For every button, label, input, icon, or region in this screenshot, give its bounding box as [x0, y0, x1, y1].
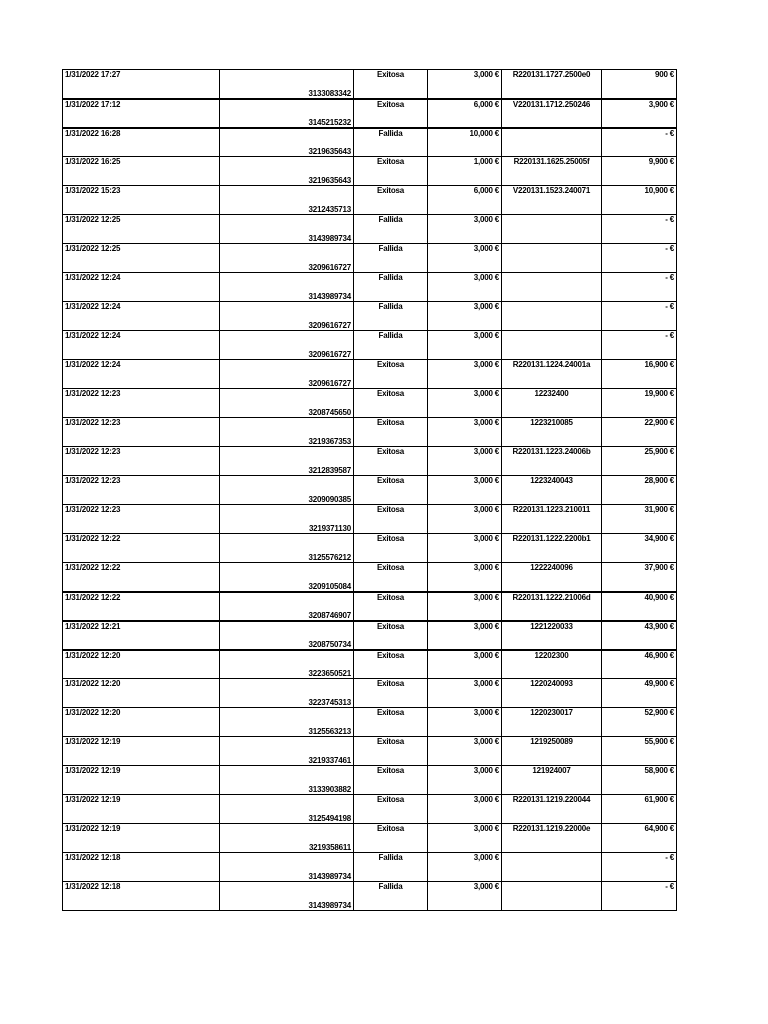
- reference-cell: 121924007: [502, 766, 602, 795]
- table-row: [63, 476, 677, 505]
- reference-cell: 1222240096: [502, 563, 602, 592]
- status-cell: Exitosa: [354, 737, 428, 766]
- amount-cell: 3,000 €: [428, 534, 502, 563]
- status-cell: Fallida: [354, 128, 428, 157]
- status-cell: Exitosa: [354, 534, 428, 563]
- date-cell: 1/31/2022 12:22: [63, 592, 220, 621]
- reference-cell: 1220230017: [502, 708, 602, 737]
- table-row: [63, 824, 677, 853]
- reference-cell: V220131.1712.250246: [502, 99, 602, 128]
- amount-cell: 3,000 €: [428, 853, 502, 882]
- phone-cell: 3219337461: [220, 737, 354, 766]
- balance-cell: - €: [602, 853, 677, 882]
- reference-cell: R220131.1224.24001a: [502, 360, 602, 389]
- table-row: [63, 70, 677, 99]
- table-row: [63, 766, 677, 795]
- reference-cell: [502, 244, 602, 273]
- phone-cell: 3209616727: [220, 360, 354, 389]
- transactions-table: [62, 69, 677, 911]
- table-row: [63, 447, 677, 476]
- table-row: [63, 331, 677, 360]
- phone-cell: 3219371130: [220, 505, 354, 534]
- phone-cell: 3143989734: [220, 215, 354, 244]
- phone-cell: 3219635643: [220, 128, 354, 157]
- date-cell: 1/31/2022 12:23: [63, 505, 220, 534]
- table-row: [63, 795, 677, 824]
- status-cell: Exitosa: [354, 186, 428, 215]
- status-cell: Exitosa: [354, 157, 428, 186]
- amount-cell: 3,000 €: [428, 882, 502, 911]
- date-cell: 1/31/2022 16:28: [63, 128, 220, 157]
- phone-cell: 3209616727: [220, 244, 354, 273]
- date-cell: 1/31/2022 12:19: [63, 824, 220, 853]
- balance-cell: 55,900 €: [602, 737, 677, 766]
- table-row: [63, 534, 677, 563]
- status-cell: Exitosa: [354, 99, 428, 128]
- amount-cell: 6,000 €: [428, 186, 502, 215]
- date-cell: 1/31/2022 15:23: [63, 186, 220, 215]
- status-cell: Exitosa: [354, 360, 428, 389]
- balance-cell: 64,900 €: [602, 824, 677, 853]
- balance-cell: 61,900 €: [602, 795, 677, 824]
- date-cell: 1/31/2022 12:24: [63, 302, 220, 331]
- table-row: [63, 244, 677, 273]
- amount-cell: 3,000 €: [428, 389, 502, 418]
- date-cell: 1/31/2022 12:23: [63, 418, 220, 447]
- table-row: [63, 592, 677, 621]
- phone-cell: 3133083342: [220, 70, 354, 99]
- status-cell: Exitosa: [354, 824, 428, 853]
- phone-cell: 3209090385: [220, 476, 354, 505]
- reference-cell: R220131.1222.2200b1: [502, 534, 602, 563]
- table-row: [63, 650, 677, 679]
- table-row: [63, 418, 677, 447]
- phone-cell: 3208746907: [220, 592, 354, 621]
- table-row: [63, 99, 677, 128]
- reference-cell: [502, 128, 602, 157]
- status-cell: Exitosa: [354, 621, 428, 650]
- date-cell: 1/31/2022 12:21: [63, 621, 220, 650]
- date-cell: 1/31/2022 12:22: [63, 534, 220, 563]
- table-row: [63, 389, 677, 418]
- table-row: [63, 186, 677, 215]
- status-cell: Exitosa: [354, 70, 428, 99]
- reference-cell: 1223210085: [502, 418, 602, 447]
- status-cell: Exitosa: [354, 766, 428, 795]
- date-cell: 1/31/2022 12:25: [63, 244, 220, 273]
- table-row: [63, 302, 677, 331]
- phone-cell: 3212839587: [220, 447, 354, 476]
- amount-cell: 3,000 €: [428, 360, 502, 389]
- reference-cell: V220131.1523.240071: [502, 186, 602, 215]
- amount-cell: 3,000 €: [428, 215, 502, 244]
- reference-cell: R220131.1727.2500e0: [502, 70, 602, 99]
- amount-cell: 3,000 €: [428, 418, 502, 447]
- date-cell: 1/31/2022 17:27: [63, 70, 220, 99]
- table-row: [63, 853, 677, 882]
- reference-cell: R220131.1223.210011: [502, 505, 602, 534]
- phone-cell: 3219367353: [220, 418, 354, 447]
- date-cell: 1/31/2022 12:24: [63, 360, 220, 389]
- amount-cell: 6,000 €: [428, 99, 502, 128]
- amount-cell: 3,000 €: [428, 505, 502, 534]
- status-cell: Exitosa: [354, 447, 428, 476]
- status-cell: Fallida: [354, 331, 428, 360]
- amount-cell: 3,000 €: [428, 70, 502, 99]
- status-cell: Fallida: [354, 273, 428, 302]
- balance-cell: 37,900 €: [602, 563, 677, 592]
- amount-cell: 3,000 €: [428, 766, 502, 795]
- reference-cell: R220131.1223.24006b: [502, 447, 602, 476]
- balance-cell: 16,900 €: [602, 360, 677, 389]
- table-row: [63, 621, 677, 650]
- table-row: [63, 360, 677, 389]
- phone-cell: 3223745313: [220, 679, 354, 708]
- transactions-sheet: [62, 69, 676, 940]
- table-row: [63, 563, 677, 592]
- phone-cell: 3212435713: [220, 186, 354, 215]
- amount-cell: 10,000 €: [428, 128, 502, 157]
- balance-cell: - €: [602, 215, 677, 244]
- date-cell: 1/31/2022 12:18: [63, 853, 220, 882]
- amount-cell: 3,000 €: [428, 447, 502, 476]
- reference-cell: [502, 331, 602, 360]
- reference-cell: 1220240093: [502, 679, 602, 708]
- phone-cell: 3219358611: [220, 824, 354, 853]
- table-row: [63, 128, 677, 157]
- phone-cell: 3143989734: [220, 882, 354, 911]
- balance-cell: 52,900 €: [602, 708, 677, 737]
- balance-cell: 9,900 €: [602, 157, 677, 186]
- reference-cell: [502, 853, 602, 882]
- phone-cell: 3125563213: [220, 708, 354, 737]
- balance-cell: 43,900 €: [602, 621, 677, 650]
- balance-cell: 25,900 €: [602, 447, 677, 476]
- status-cell: Exitosa: [354, 389, 428, 418]
- date-cell: 1/31/2022 12:20: [63, 679, 220, 708]
- table-row: [63, 505, 677, 534]
- balance-cell: - €: [602, 331, 677, 360]
- balance-cell: 10,900 €: [602, 186, 677, 215]
- reference-cell: R220131.1222.21006d: [502, 592, 602, 621]
- status-cell: Exitosa: [354, 650, 428, 679]
- balance-cell: 34,900 €: [602, 534, 677, 563]
- table-row: [63, 157, 677, 186]
- phone-cell: 3145215232: [220, 99, 354, 128]
- date-cell: 1/31/2022 12:22: [63, 563, 220, 592]
- status-cell: Exitosa: [354, 592, 428, 621]
- date-cell: 1/31/2022 12:23: [63, 447, 220, 476]
- status-cell: Exitosa: [354, 708, 428, 737]
- date-cell: 1/31/2022 12:19: [63, 766, 220, 795]
- date-cell: 1/31/2022 12:18: [63, 882, 220, 911]
- phone-cell: 3125576212: [220, 534, 354, 563]
- amount-cell: 3,000 €: [428, 650, 502, 679]
- reference-cell: 12232400: [502, 389, 602, 418]
- reference-cell: R220131.1219.22000e: [502, 824, 602, 853]
- date-cell: 1/31/2022 12:20: [63, 650, 220, 679]
- status-cell: Fallida: [354, 302, 428, 331]
- transactions-table-body: [63, 70, 677, 911]
- status-cell: Exitosa: [354, 795, 428, 824]
- reference-cell: R220131.1219.220044: [502, 795, 602, 824]
- balance-cell: - €: [602, 882, 677, 911]
- reference-cell: 1219250089: [502, 737, 602, 766]
- reference-cell: 1221220033: [502, 621, 602, 650]
- phone-cell: 3219635643: [220, 157, 354, 186]
- reference-cell: [502, 273, 602, 302]
- date-cell: 1/31/2022 12:20: [63, 708, 220, 737]
- amount-cell: 3,000 €: [428, 621, 502, 650]
- balance-cell: 40,900 €: [602, 592, 677, 621]
- phone-cell: 3208750734: [220, 621, 354, 650]
- status-cell: Fallida: [354, 244, 428, 273]
- balance-cell: 28,900 €: [602, 476, 677, 505]
- balance-cell: 19,900 €: [602, 389, 677, 418]
- balance-cell: 46,900 €: [602, 650, 677, 679]
- status-cell: Fallida: [354, 215, 428, 244]
- phone-cell: 3125494198: [220, 795, 354, 824]
- date-cell: 1/31/2022 12:24: [63, 331, 220, 360]
- date-cell: 1/31/2022 12:23: [63, 476, 220, 505]
- reference-cell: [502, 882, 602, 911]
- balance-cell: 900 €: [602, 70, 677, 99]
- balance-cell: - €: [602, 302, 677, 331]
- amount-cell: 3,000 €: [428, 679, 502, 708]
- date-cell: 1/31/2022 12:25: [63, 215, 220, 244]
- table-row: [63, 273, 677, 302]
- phone-cell: 3209616727: [220, 331, 354, 360]
- status-cell: Exitosa: [354, 679, 428, 708]
- balance-cell: - €: [602, 244, 677, 273]
- balance-cell: 58,900 €: [602, 766, 677, 795]
- balance-cell: - €: [602, 273, 677, 302]
- balance-cell: 49,900 €: [602, 679, 677, 708]
- status-cell: Exitosa: [354, 505, 428, 534]
- phone-cell: 3209105084: [220, 563, 354, 592]
- amount-cell: 3,000 €: [428, 592, 502, 621]
- table-row: [63, 679, 677, 708]
- amount-cell: 3,000 €: [428, 302, 502, 331]
- phone-cell: 3223650521: [220, 650, 354, 679]
- table-row: [63, 708, 677, 737]
- status-cell: Fallida: [354, 882, 428, 911]
- amount-cell: 3,000 €: [428, 331, 502, 360]
- balance-cell: 3,900 €: [602, 99, 677, 128]
- date-cell: 1/31/2022 12:23: [63, 389, 220, 418]
- phone-cell: 3209616727: [220, 302, 354, 331]
- amount-cell: 1,000 €: [428, 157, 502, 186]
- date-cell: 1/31/2022 16:25: [63, 157, 220, 186]
- amount-cell: 3,000 €: [428, 563, 502, 592]
- phone-cell: 3143989734: [220, 853, 354, 882]
- status-cell: Exitosa: [354, 563, 428, 592]
- date-cell: 1/31/2022 12:24: [63, 273, 220, 302]
- reference-cell: [502, 302, 602, 331]
- date-cell: 1/31/2022 12:19: [63, 795, 220, 824]
- status-cell: Exitosa: [354, 476, 428, 505]
- amount-cell: 3,000 €: [428, 737, 502, 766]
- table-row: [63, 215, 677, 244]
- reference-cell: 12202300: [502, 650, 602, 679]
- reference-cell: [502, 215, 602, 244]
- amount-cell: 3,000 €: [428, 824, 502, 853]
- date-cell: 1/31/2022 12:19: [63, 737, 220, 766]
- amount-cell: 3,000 €: [428, 795, 502, 824]
- balance-cell: - €: [602, 128, 677, 157]
- reference-cell: R220131.1625.25005f: [502, 157, 602, 186]
- balance-cell: 31,900 €: [602, 505, 677, 534]
- balance-cell: 22,900 €: [602, 418, 677, 447]
- date-cell: 1/31/2022 17:12: [63, 99, 220, 128]
- amount-cell: 3,000 €: [428, 244, 502, 273]
- phone-cell: 3208745650: [220, 389, 354, 418]
- phone-cell: 3133903882: [220, 766, 354, 795]
- status-cell: Fallida: [354, 853, 428, 882]
- table-row: [63, 882, 677, 911]
- amount-cell: 3,000 €: [428, 708, 502, 737]
- amount-cell: 3,000 €: [428, 476, 502, 505]
- table-row: [63, 737, 677, 766]
- status-cell: Exitosa: [354, 418, 428, 447]
- reference-cell: 1223240043: [502, 476, 602, 505]
- phone-cell: 3143989734: [220, 273, 354, 302]
- amount-cell: 3,000 €: [428, 273, 502, 302]
